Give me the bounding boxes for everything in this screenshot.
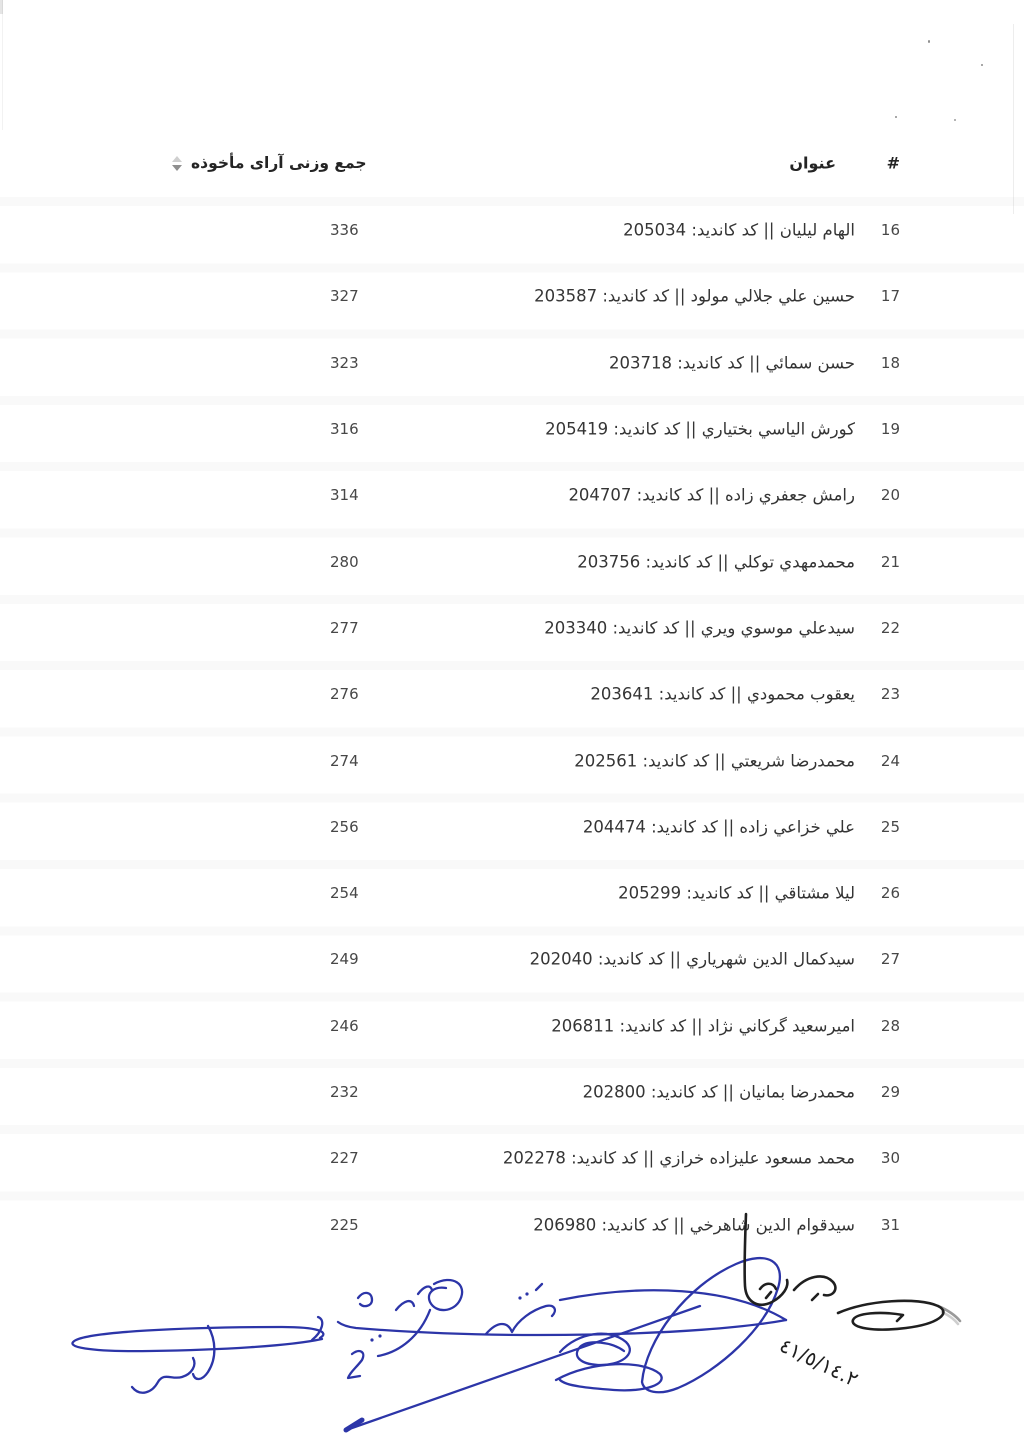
row-title: محمد مسعود علیزاده خرازي || کد کاندید: 202278 — [502, 1148, 855, 1168]
title-column-header: عنوان — [789, 153, 836, 173]
row-title: حسن سمائي || کد کاندید: 203718 — [608, 353, 855, 373]
row-votes: 327 — [330, 287, 359, 306]
row-rank: 18 — [880, 353, 900, 372]
row-title: محمدمهدي توکلي || کد کاندید: 203756 — [577, 552, 855, 572]
scan-speck — [895, 116, 897, 118]
table-row — [0, 396, 1024, 462]
table-row — [0, 595, 1024, 661]
signatures — [0, 1190, 1024, 1440]
table-row — [0, 1125, 1024, 1191]
signature-stroke — [486, 1306, 555, 1334]
signature-stroke — [348, 1351, 363, 1378]
row-title: محمدرضا شریعتي || کد کاندید: 202561 — [574, 751, 855, 771]
table-row — [0, 528, 1024, 594]
sort-icon[interactable] — [172, 156, 182, 171]
signature-stroke — [72, 1327, 323, 1351]
scan-speck — [928, 40, 930, 43]
signature-stroke — [794, 1276, 835, 1295]
table-row — [0, 926, 1024, 992]
row-votes: 227 — [330, 1149, 359, 1168]
scan-speck — [981, 64, 983, 66]
row-votes: 336 — [330, 221, 359, 240]
row-votes: 314 — [330, 486, 359, 505]
table-header — [0, 146, 1024, 180]
signature-stroke — [938, 1306, 960, 1321]
signature-stroke — [429, 1280, 462, 1310]
sort-down-arrow-icon — [172, 165, 182, 171]
scan-edge-line — [2, 0, 3, 130]
row-rank: 26 — [880, 884, 900, 903]
signature-stroke — [556, 1364, 662, 1390]
row-rank: 28 — [880, 1016, 900, 1035]
sort-up-arrow-icon — [172, 156, 182, 162]
table-row — [0, 197, 1024, 263]
row-rank: 20 — [880, 486, 900, 505]
table-row — [0, 727, 1024, 793]
signature-stroke — [560, 1334, 630, 1365]
ink-dot — [518, 1296, 521, 1299]
votes-column-header-label: جمع وزنی آرای مأخوذه — [191, 154, 367, 172]
scan-speck — [954, 119, 956, 121]
row-title: سیدعلي موسوي ویري || کد کاندید: 203340 — [544, 618, 855, 638]
table-row — [0, 661, 1024, 727]
row-votes: 280 — [330, 552, 359, 571]
row-title: امیرسعید گرکاني نژاد || کد کاندید: 206811 — [551, 1016, 855, 1036]
row-title: علي خزاعي زاده || کد کاندید: 204474 — [582, 817, 855, 837]
row-title: رامش جعفري زاده || کد کاندید: 204707 — [568, 485, 855, 505]
signature-stroke — [358, 1293, 372, 1306]
signature-stroke — [760, 1284, 776, 1289]
row-votes: 232 — [330, 1083, 359, 1101]
ink-dot — [525, 1292, 528, 1295]
row-votes: 274 — [330, 751, 359, 770]
row-rank: 16 — [880, 221, 900, 240]
row-rank: 23 — [880, 685, 900, 704]
row-title: الهام لیلیان || کد کاندید: 205034 — [623, 220, 855, 240]
table-row — [0, 860, 1024, 926]
row-rank: 21 — [880, 552, 900, 571]
row-votes: 256 — [330, 817, 359, 836]
ink-dot — [378, 1334, 381, 1337]
table-row — [0, 330, 1024, 396]
row-votes: 277 — [330, 618, 359, 637]
scan-edge-line — [0, 0, 3, 14]
table-row — [0, 1059, 1024, 1125]
table-row — [0, 263, 1024, 329]
signature-stroke — [396, 1301, 414, 1310]
row-votes: 254 — [330, 884, 359, 903]
row-title: کورش الیاسي بختیاري || کد کاندید: 205419 — [545, 419, 855, 439]
signature-stroke — [812, 1294, 818, 1300]
row-title: سیدکمال الدین شهریاري || کد کاندید: 202040 — [529, 949, 855, 969]
signature-stroke — [536, 1284, 542, 1290]
row-title: محمدرضا بمانیان || کد کاندید: 202800 — [582, 1082, 855, 1102]
ink-dot — [370, 1338, 373, 1341]
table-row — [0, 462, 1024, 528]
signature-stroke — [132, 1358, 194, 1393]
table-row — [0, 993, 1024, 1059]
row-rank: 24 — [880, 751, 900, 770]
row-title: لیلا مشتاقي || کد کاندید: 205299 — [618, 883, 855, 903]
signature-stroke — [838, 1301, 943, 1330]
row-rank: 30 — [880, 1149, 900, 1168]
row-rank: 27 — [880, 950, 900, 969]
row-votes: 249 — [330, 950, 359, 969]
row-title: سیدقوام الدین شاهرخي || کد کاندید: 206980 — [533, 1215, 855, 1235]
row-votes: 316 — [330, 420, 359, 439]
rank-column-header: # — [886, 153, 900, 173]
blue-ink-signatures — [72, 1258, 786, 1430]
row-rank: 31 — [880, 1215, 900, 1234]
row-rank: 25 — [880, 817, 900, 836]
signature-stroke — [766, 1292, 771, 1298]
row-title: یعقوب محمودي || کد کاندید: 203641 — [590, 684, 855, 704]
row-rank: 22 — [880, 618, 900, 637]
row-rank: 17 — [880, 287, 900, 306]
row-votes: 246 — [330, 1016, 359, 1035]
row-votes: 276 — [330, 685, 359, 704]
row-rank: 19 — [880, 420, 900, 439]
black-ink-signature — [745, 1214, 960, 1391]
signature-stroke — [338, 1320, 786, 1335]
row-title: حسین علي جلالي مولود || کد کاندید: 203587 — [534, 286, 855, 306]
row-rank: 29 — [880, 1083, 900, 1101]
scan-edge-line — [1013, 24, 1014, 214]
signature-date: ٤١/٥/١٤.٢ — [775, 1332, 863, 1392]
votes-column-header[interactable] — [172, 154, 367, 172]
row-votes: 323 — [330, 353, 359, 372]
signature-stroke — [642, 1258, 780, 1392]
table-rows — [0, 197, 1024, 1258]
row-votes: 225 — [330, 1215, 359, 1234]
signature-stroke — [193, 1326, 214, 1379]
table-row — [0, 794, 1024, 860]
